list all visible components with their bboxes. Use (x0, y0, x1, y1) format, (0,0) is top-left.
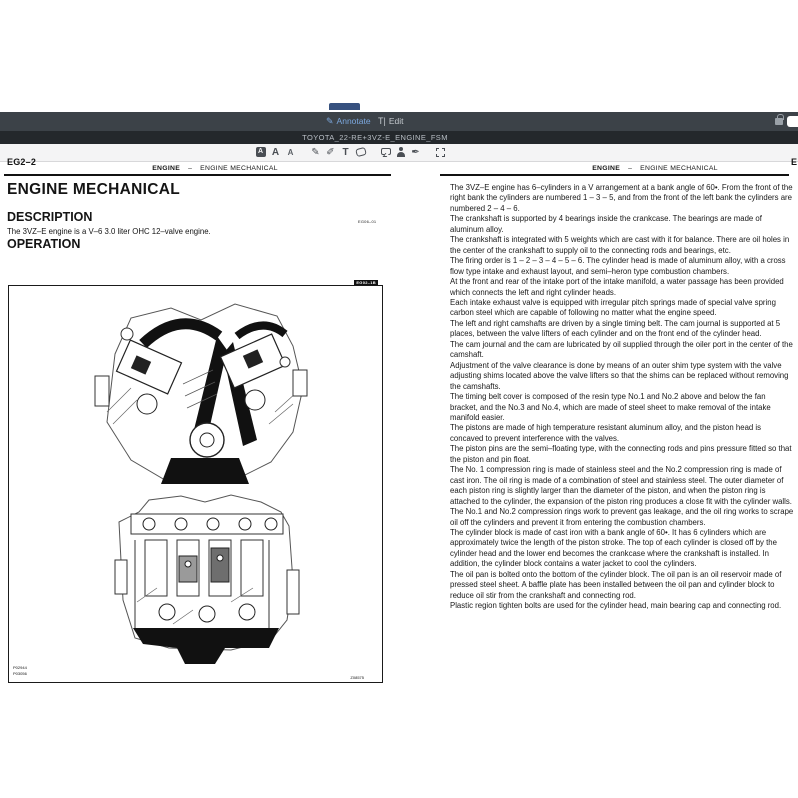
select-area-tool-icon[interactable] (433, 144, 448, 161)
paragraph: Each intake exhaust valve is equipped with irregular pitch springs made of special valve spring carbon steel which are capable of following no matter what the engine speed. (450, 297, 776, 318)
paragraph: The 3VZ–E engine has 6–cylinders in a V arrangement at a bank angle of 60•. From the front of the right bank the cylinders are numbered 1 – 3 – 5, and from the front of the left bank the cylinders are numbered 2 – 4 – 6. (450, 183, 793, 213)
paragraph: The piston pins are the semi–floating type, with the connecting rods and pins pressure fitted so that the piston and pin float. (450, 444, 792, 464)
running-head-section: ENGINE (592, 165, 621, 172)
highlight-text-icon[interactable]: A (271, 147, 280, 158)
paragraph: The crankshaft is integrated with 5 weights which are cast with it for balance. There are oil holes in the center of the crankshaft to supply oil to the connecting rods and bearings, etc. (450, 235, 790, 255)
pen-tool-icon[interactable]: ✒ (411, 147, 420, 158)
right-running-head: ENGINE – ENGINE MECHANICAL (592, 165, 718, 172)
description-text: The 3VZ–E engine is a V–6 3.0 liter OHC 12–valve engine. (7, 226, 211, 236)
right-header-rule (440, 174, 789, 176)
search-box-partial[interactable] (787, 116, 798, 127)
engine-description-text (450, 183, 795, 612)
left-header-rule (4, 174, 391, 176)
marker-tool-icon[interactable]: ✐ (326, 147, 335, 158)
paragraph: The cam journal and the cam are lubricated by oil supplied through the oiler port in the center of the camshaft. (450, 339, 793, 360)
text-tool-icon[interactable]: T (342, 147, 349, 158)
annotation-tools-bar (0, 144, 798, 162)
annotate-tab[interactable] (326, 112, 371, 131)
left-running-head: ENGINE – ENGINE MECHANICAL (152, 165, 278, 172)
lock-icon[interactable] (775, 118, 783, 125)
paragraph: The timing belt cover is composed of the resin type No.1 and No.2 above and below the fan bracket, and the No.3 and No.4, which are made of steel sheet to make removal of the intake manifold easier. (450, 392, 771, 422)
active-tab-accent (329, 103, 360, 110)
paragraph: At the front and rear of the intake port of the intake manifold, a water passage has been provided which connects the left and right cylinder heads. (450, 277, 784, 297)
paragraph: The No.1 and No.2 compression rings work to prevent gas leakage, and the oil ring works to scrape oil off the cylinders and prevent it from entering the combustion chambers. (450, 507, 794, 527)
running-head-section: ENGINE (152, 165, 181, 172)
filename-bar (0, 131, 798, 144)
paragraph: Adjustment of the valve clearance is done by means of an outer shim type system with the valve adjusting shims located above the valve lifters so that the shims can be replaced without removing the camshafts. (450, 360, 789, 391)
paragraph: Plastic region tighten bolts are used for the cylinder head, main bearing cap and connecting rod. (450, 601, 782, 611)
pencil-tool-icon[interactable]: ✎ (311, 147, 320, 158)
shapes-tool-icon[interactable] (353, 144, 368, 161)
signature-tool-icon[interactable] (393, 144, 408, 161)
running-head-title: ENGINE MECHANICAL (640, 165, 718, 172)
photo-code: P03056 (13, 670, 27, 676)
note-tool-icon[interactable] (378, 144, 393, 161)
pdf-page-area (0, 157, 798, 798)
next-page-number-partial: E (791, 157, 798, 167)
figure-photo-codes (13, 665, 27, 676)
section-code: EG06–01 (358, 219, 377, 224)
paragraph: The pistons are made of high temperature resistant aluminum alloy, and the piston head is concaved to prevent interference with the valves. (450, 423, 762, 443)
document-filename: TOYOTA_22-RE+3VZ-E_ENGINE_FSM (302, 133, 448, 142)
engine-side-cutaway-drawing (111, 490, 303, 668)
paragraph: The oil pan is bolted onto the bottom of the cylinder block. The oil pan is an oil reservoir made of pressed steel sheet. A baffle plate has been installed between the oil pan and cylinder block to reduce oil stir from the crankshaft and connecting rod. (450, 569, 782, 600)
figure-code-bottom-right: Z08575 (350, 675, 364, 680)
pencil-icon: ✎ (326, 116, 334, 126)
engine-figure-box (8, 280, 383, 683)
text-cursor-icon: T| (378, 116, 386, 126)
left-page-number: EG2–2 (7, 157, 37, 167)
annotate-tab-label: Annotate (336, 116, 371, 126)
paragraph: The left and right camshafts are driven by a single timing belt. The cam journal is supported at 5 places, between the valve lifters of each cylinder and on the front end of the cylinder head. (450, 318, 781, 339)
paragraph: The No. 1 compression ring is made of stainless steel and the No.2 compression ring is made of cast iron. The oil ring is made of a combination of steel and stainless steel. The outer diameter of each piston ring is slightly larger than the diameter of the piston, and when the piston ring is attached to the cylinder, the expansion of the piston ring produces a close fit with the cylinder walls. (450, 465, 792, 506)
page-title: ENGINE MECHANICAL (7, 181, 181, 198)
engine-front-view-drawing (87, 292, 315, 486)
running-head-title: ENGINE MECHANICAL (200, 165, 278, 172)
edit-tab[interactable] (378, 112, 404, 131)
edit-tab-label: Edit (388, 116, 404, 126)
photo-code: P02944 (13, 665, 27, 670)
operation-heading: OPERATION (7, 237, 81, 251)
paragraph: The crankshaft is supported by 4 bearings inside the crankcase. The bearings are made of aluminum alloy. (450, 214, 762, 234)
text-style-icon[interactable]: A (253, 144, 268, 161)
paragraph: The cylinder block is made of cast iron with a bank angle of 60•. It has 6 cylinders which are approximately twice the length of the piston stroke. The top of each cylinder is closed off by the cylinder head and the lower end becomes the crankcase where the crankshaft is installed. In addition, the cylinder block contains a water jacket to cool the cylinders. (450, 527, 777, 569)
paragraph: The firing order is 1 – 2 – 3 – 4 – 5 – 6. The cylinder head is made of aluminum alloy, with a cross flow type intake and exhaust layout, and semi–heron type combustion chambers. (450, 256, 786, 276)
strikethrough-text-icon[interactable]: A (287, 148, 294, 157)
description-heading: DESCRIPTION (7, 210, 93, 224)
figure-code-top-right: EG02–1B (356, 280, 376, 285)
